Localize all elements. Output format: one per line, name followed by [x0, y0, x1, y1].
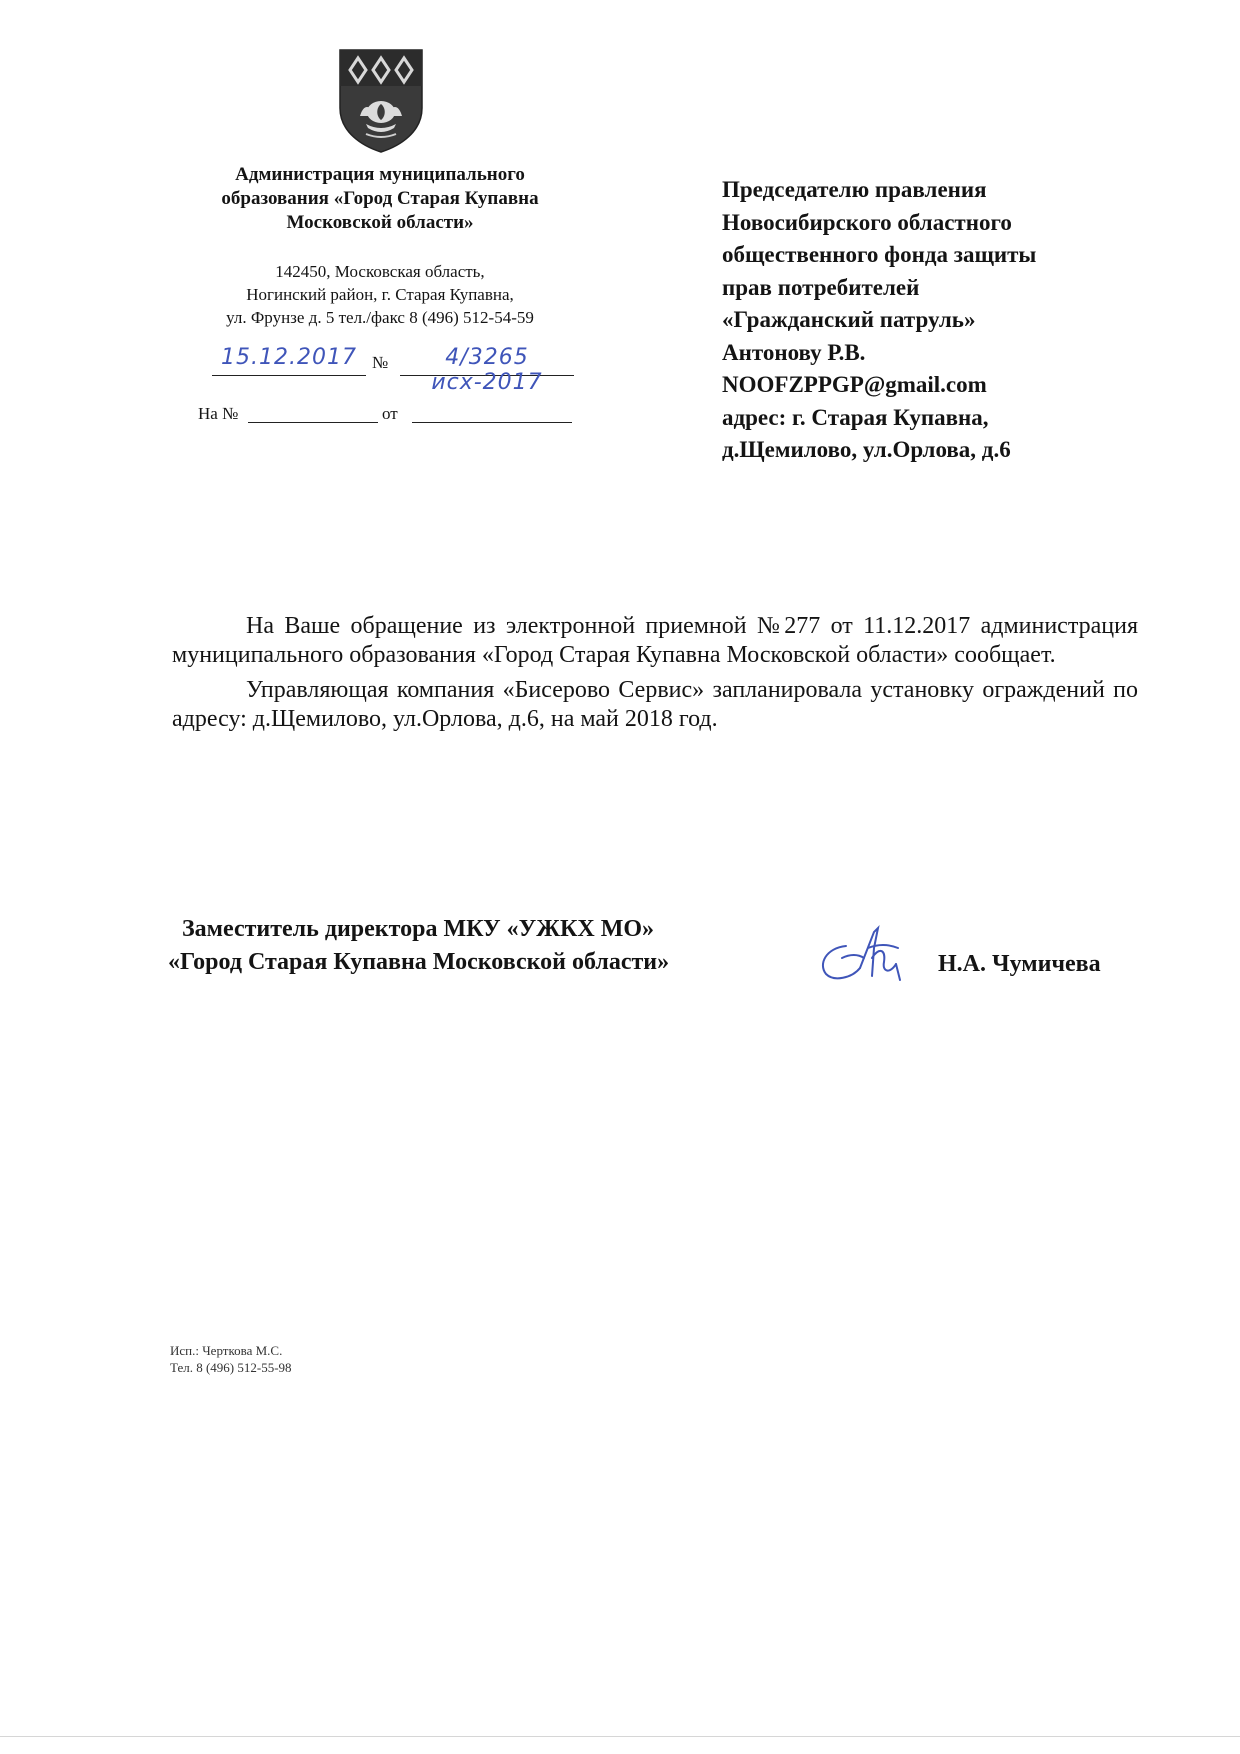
scan-edge-divider — [0, 1736, 1240, 1737]
body-paragraph: Управляющая компания «Бисерово Сервис» запланировала установку ограждений по адресу: д.Щемилово, ул.Орлова, д.6, на май 2018 год. — [172, 677, 1138, 732]
executor-phone: Тел. 8 (496) 512-55-98 — [170, 1360, 292, 1375]
reference-number-blank — [248, 422, 378, 423]
org-address — [170, 260, 590, 329]
addressee-line: общественного фонда защиты — [722, 242, 1037, 267]
body-paragraph: На Ваше обращение из электронной приемной №277 от 11.12.2017 администрация муниципального образования «Город Старая Купавна Московской области» сообщает. — [172, 613, 1138, 668]
registration-number-label: № — [372, 353, 389, 372]
registration-date: 15.12.2017 — [212, 345, 366, 376]
signer-name: Н.А. Чумичева — [938, 951, 1101, 977]
addressee-line: Новосибирского областного — [722, 209, 1012, 235]
org-name — [170, 163, 590, 235]
handwritten-signature-icon — [812, 918, 922, 988]
reference-from-blank — [412, 422, 572, 423]
addressee-line: д.Щемилово, ул.Орлова, д.6 — [722, 437, 1011, 462]
coat-of-arms-icon — [336, 46, 426, 156]
letter-body — [172, 612, 1138, 734]
org-address-line: ул. Фрунзе д. 5 тел./факс 8 (496) 512-54-59 — [226, 308, 534, 327]
executor-info — [170, 1342, 292, 1376]
addressee-line: Антонову Р.В. — [722, 339, 866, 365]
addressee-block — [722, 174, 1162, 467]
registration-line — [194, 345, 614, 395]
org-name-line: Московской области» — [286, 212, 474, 233]
addressee-email: NOOFZPPGP@gmail.com — [722, 372, 987, 397]
signatory-title-line: «Город Старая Купавна Московской области» — [168, 949, 670, 975]
reference-number-label: На № — [198, 404, 239, 423]
org-name-line: образования «Город Старая Купавна — [221, 188, 539, 209]
org-address-line: Ногинский район, г. Старая Купавна, — [246, 285, 514, 304]
addressee-line: адрес: г. Старая Купавна, — [722, 404, 989, 430]
signatory-title-line: Заместитель директора МКУ «УЖКХ МО» — [182, 916, 655, 942]
addressee-line: «Гражданский патруль» — [722, 307, 976, 332]
org-name-line: Администрация муниципального — [235, 164, 525, 185]
org-address-line: 142450, Московская область, — [275, 262, 485, 281]
addressee-line: прав потребителей — [722, 274, 920, 300]
reference-from-label: от — [382, 404, 398, 423]
addressee-line: Председателю правления — [722, 177, 987, 202]
executor-name: Исп.: Черткова М.С. — [170, 1343, 283, 1358]
registration-number: 4/3265 исх-2017 — [400, 345, 574, 376]
signatory-title — [168, 913, 808, 979]
reference-line — [198, 404, 598, 430]
